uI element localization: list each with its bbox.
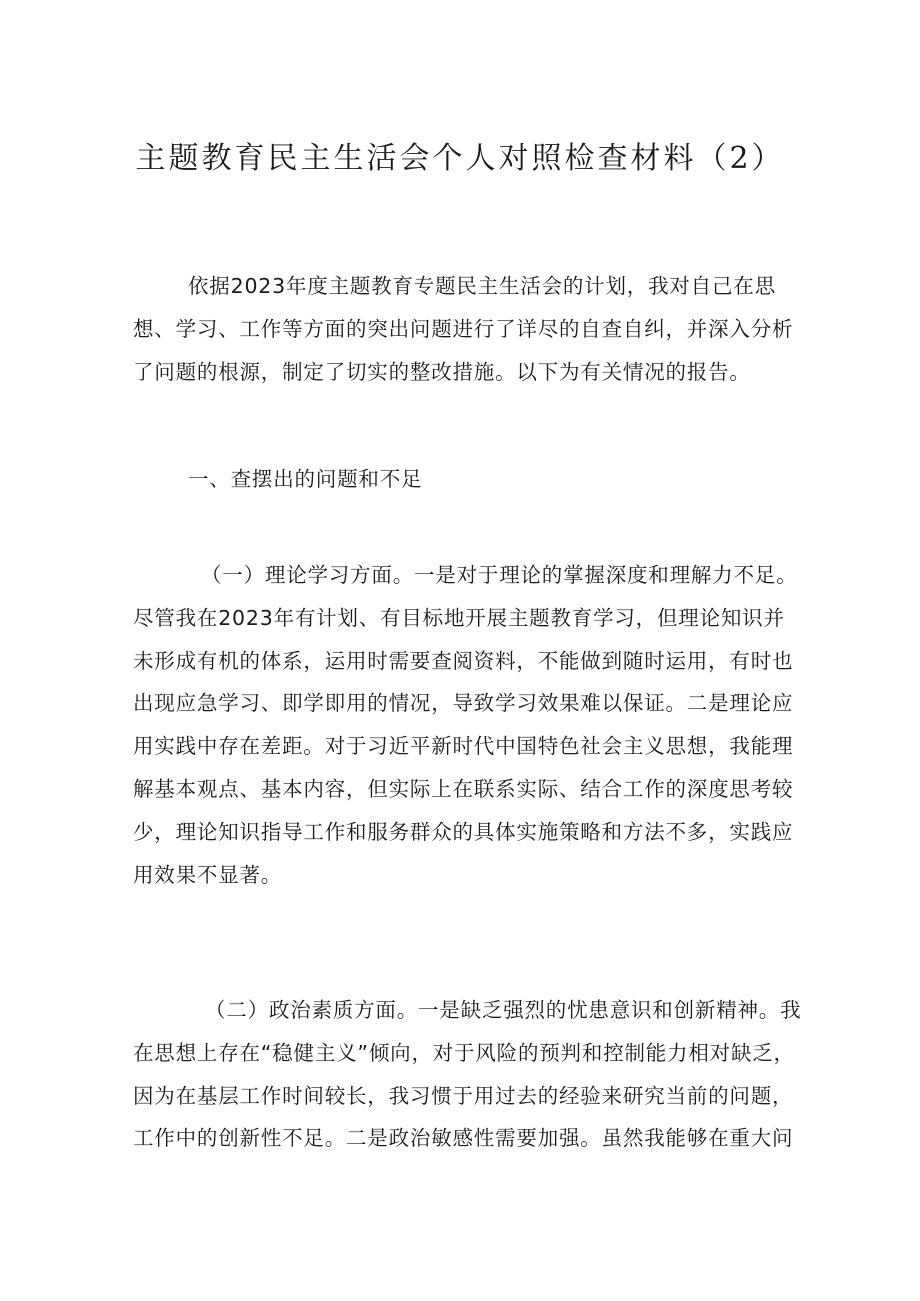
section-heading: [133, 458, 799, 501]
text-line: 因为在基层工作时间较长，我习惯于用过去的经验来研究当前的问题，: [133, 1083, 794, 1108]
text-line: 在思想上存在“稳健主义”倾向，对于风险的预判和控制能力相对缺乏，: [133, 1040, 795, 1065]
theory-study-paragraph: [133, 554, 799, 896]
text-line: 少，理论知识指导工作和服务群众的具体实施策略和方法不多，实践应: [133, 819, 794, 844]
text-line: 解基本观点、基本内容，但实际上在联系实际、结合工作的深度思考较: [133, 776, 794, 801]
text-line: 用实践中存在差距。对于习近平新时代中国特色社会主义思想，我能理: [133, 734, 794, 759]
text-line: 出现应急学习、即学即用的情况，导致学习效果难以保证。二是理论应: [133, 691, 794, 716]
text-line: 想、学习、工作等方面的突出问题进行了详尽的自查自纠，并深入分析: [133, 316, 794, 341]
text-line: 了问题的根源，制定了切实的整改措施。以下为有关情况的报告。: [133, 359, 751, 384]
text-line: （二）政治素质方面。一是缺乏强烈的忧患意识和创新精神。我: [205, 998, 802, 1022]
heading-text: 一、查摆出的问题和不足: [188, 467, 423, 491]
document-title: 主题教育民主生活会个人对照检查材料（2）: [135, 141, 785, 176]
text-line: 工作中的创新性不足。二是政治敏感性需要加强。虽然我能够在重大问: [133, 1126, 794, 1151]
text-line: （一）理论学习方面。一是对于理论的掌握深度和理解力不足。: [201, 563, 798, 587]
political-quality-paragraph: [133, 989, 802, 1160]
text-line: 未形成有机的体系，运用时需要查阅资料，不能做到随时运用，有时也: [133, 648, 794, 673]
text-line: 依据2023年度主题教育专题民主生活会的计划，我对自己在思: [188, 274, 776, 298]
intro-paragraph: [133, 265, 799, 393]
text-line: 尽管我在2023年有计划、有目标地开展主题教育学习，但理论知识并: [133, 605, 785, 630]
text-line: 用效果不显著。: [133, 862, 283, 887]
